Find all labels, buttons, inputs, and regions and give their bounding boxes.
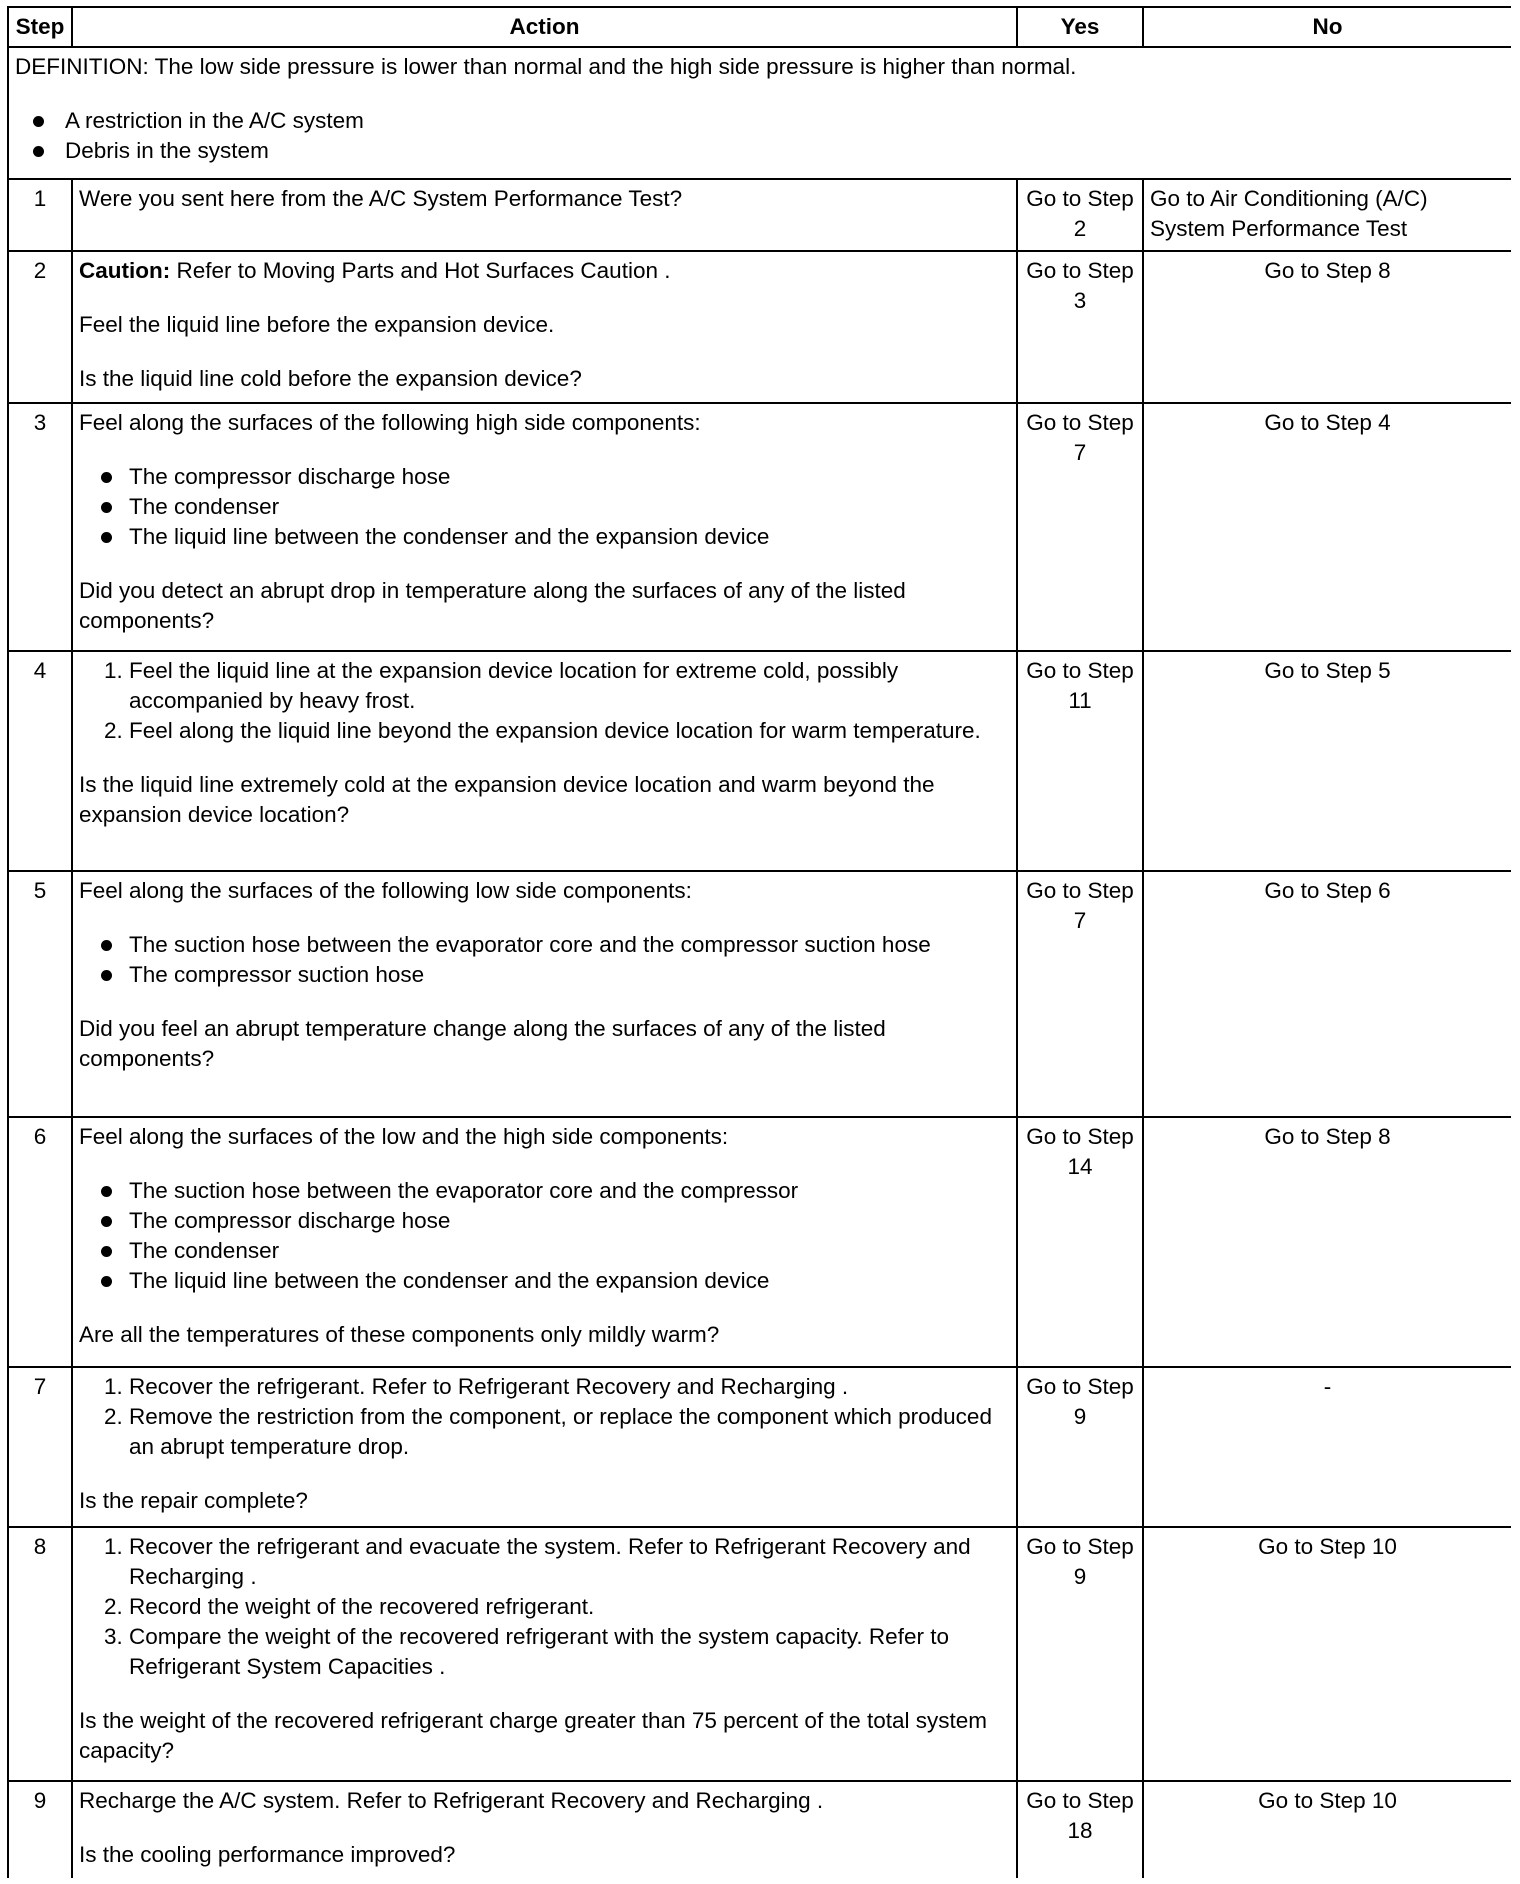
yes-link[interactable]: Go to Step 7 [1017,403,1143,651]
action-intro: Feel along the surfaces of the following low side components: [79,878,692,903]
caution-label: Caution: [79,258,171,283]
cause-list [15,106,1505,166]
list-item: 3. Compare the weight of the recovered refrigerant with the system capacity. Refer to Refrigerant System Capacities . [129,1622,1010,1682]
component-list [79,1176,1010,1296]
table-row [8,403,1511,651]
table-row [8,251,1511,403]
action-question: Is the liquid line cold before the expansion device? [79,366,582,391]
cause-item: Debris in the system [15,136,1505,166]
step-number: 1 [8,179,72,251]
step-number: 6 [8,1117,72,1367]
step-number: 5 [8,871,72,1117]
yes-link[interactable]: Go to Step 7 [1017,871,1143,1117]
list-item: 1. Recover the refrigerant and evacuate the system. Refer to Refrigerant Recovery and Recharging . [129,1532,1010,1592]
step-number: 4 [8,651,72,871]
table-row [8,179,1511,251]
yes-link[interactable]: Go to Step 18 [1017,1781,1143,1878]
procedure-list [79,1372,1010,1462]
header-step: Step [8,7,72,47]
list-item: The condenser [79,492,1010,522]
procedure-list [79,1532,1010,1682]
definition-text: DEFINITION: The low side pressure is lower than normal and the high side pressure is higher than normal. [15,54,1077,79]
yes-link[interactable]: Go to Step 2 [1017,179,1143,251]
list-item: The liquid line between the condenser and the expansion device [79,522,1010,552]
action-intro: Feel along the surfaces of the low and the high side components: [79,1124,729,1149]
no-link[interactable]: Go to Step 8 [1143,251,1511,403]
action-cell [72,403,1017,651]
action-question: Did you detect an abrupt drop in temperature along the surfaces of any of the listed components? [79,578,906,633]
yes-link[interactable]: Go to Step 11 [1017,651,1143,871]
table-row [8,1781,1511,1878]
table-row [8,1117,1511,1367]
no-value: - [1143,1367,1511,1527]
action-cell [72,1527,1017,1781]
list-item: The compressor discharge hose [79,462,1010,492]
no-link[interactable]: Go to Air Conditioning (A/C) System Performance Test [1143,179,1511,251]
component-list [79,930,1010,990]
step-number: 7 [8,1367,72,1527]
action-cell [72,651,1017,871]
action-instruction: Recharge the A/C system. Refer to Refrigerant Recovery and Recharging . [79,1788,824,1813]
definition-row [8,47,1511,179]
yes-link[interactable]: Go to Step 9 [1017,1527,1143,1781]
step-number: 9 [8,1781,72,1878]
list-item: 2. Record the weight of the recovered refrigerant. [129,1592,1010,1622]
action-intro: Feel along the surfaces of the following high side components: [79,410,701,435]
yes-link[interactable]: Go to Step 14 [1017,1117,1143,1367]
list-item: 1. Recover the refrigerant. Refer to Refrigerant Recovery and Recharging . [129,1372,1010,1402]
no-link[interactable]: Go to Step 5 [1143,651,1511,871]
action-cell [72,179,1017,251]
list-item: The compressor discharge hose [79,1206,1010,1236]
step-number: 8 [8,1527,72,1781]
step-number: 2 [8,251,72,403]
header-action: Action [72,7,1017,47]
no-link[interactable]: Go to Step 4 [1143,403,1511,651]
list-item: 2. Feel along the liquid line beyond the expansion device location for warm temperature. [129,716,1010,746]
step-number: 3 [8,403,72,651]
list-item: The suction hose between the evaporator core and the compressor suction hose [79,930,1010,960]
definition-cell [8,47,1511,179]
action-instruction: Feel the liquid line before the expansion device. [79,312,555,337]
table-row [8,1367,1511,1527]
yes-link[interactable]: Go to Step 9 [1017,1367,1143,1527]
no-link[interactable]: Go to Step 10 [1143,1781,1511,1878]
action-cell [72,251,1017,403]
list-item: The suction hose between the evaporator core and the compressor [79,1176,1010,1206]
action-question: Is the liquid line extremely cold at the expansion device location and warm beyond the expansion device location? [79,772,935,827]
action-question: Were you sent here from the A/C System Performance Test? [79,186,683,211]
table-header-row [8,7,1511,47]
header-no: No [1143,7,1511,47]
list-item: 1. Feel the liquid line at the expansion device location for extreme cold, possibly accompanied by heavy frost. [129,656,1010,716]
header-yes: Yes [1017,7,1143,47]
table-row [8,1527,1511,1781]
no-link[interactable]: Go to Step 6 [1143,871,1511,1117]
procedure-list [79,656,1010,746]
list-item: The condenser [79,1236,1010,1266]
no-link[interactable]: Go to Step 8 [1143,1117,1511,1367]
list-item: 2. Remove the restriction from the component, or replace the component which produced an abrupt temperature drop. [129,1402,1010,1462]
action-question: Did you feel an abrupt temperature change along the surfaces of any of the listed components? [79,1016,886,1071]
action-cell [72,1367,1017,1527]
yes-link[interactable]: Go to Step 3 [1017,251,1143,403]
action-question: Is the cooling performance improved? [79,1842,456,1867]
action-cell [72,1117,1017,1367]
caution-text: Refer to Moving Parts and Hot Surfaces Caution . [170,258,671,283]
caution-note [79,256,1010,286]
list-item: The compressor suction hose [79,960,1010,990]
component-list [79,462,1010,552]
cause-item: A restriction in the A/C system [15,106,1505,136]
table-row [8,871,1511,1117]
action-question: Is the weight of the recovered refrigerant charge greater than 75 percent of the total system capacity? [79,1708,988,1763]
no-link[interactable]: Go to Step 10 [1143,1527,1511,1781]
action-cell [72,1781,1017,1878]
action-question: Are all the temperatures of these components only mildly warm? [79,1322,720,1347]
diagnostic-sheet [7,6,1511,1878]
diagnostic-table [7,6,1511,1878]
action-question: Is the repair complete? [79,1488,308,1513]
action-cell [72,871,1017,1117]
list-item: The liquid line between the condenser and the expansion device [79,1266,1010,1296]
table-row [8,651,1511,871]
